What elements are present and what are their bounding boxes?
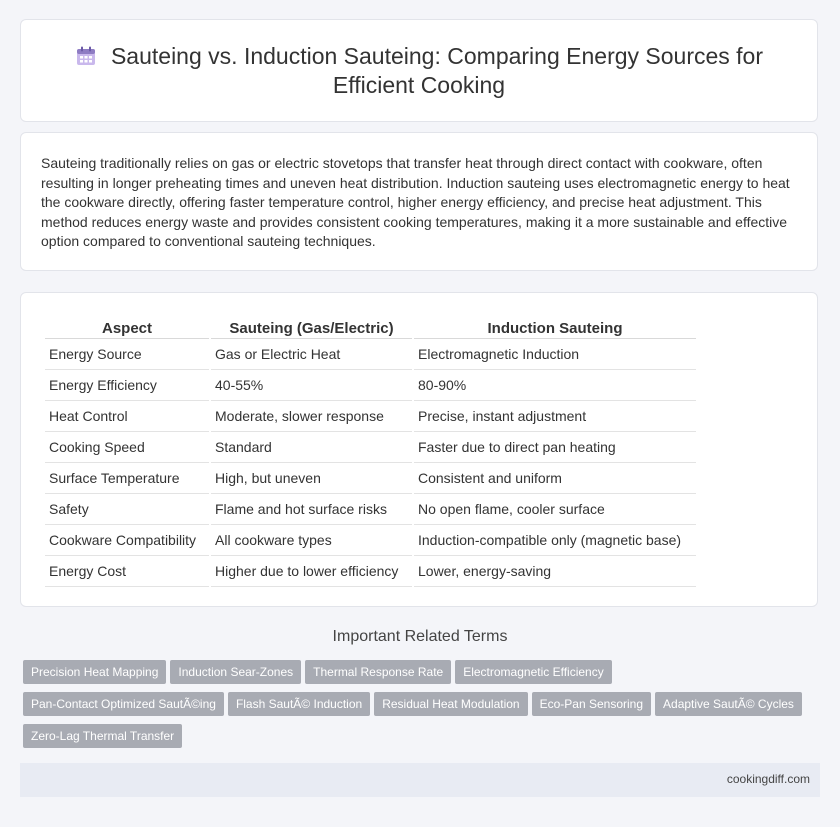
term-tag[interactable]: Residual Heat Modulation [374,692,527,716]
page-title [21,42,817,100]
title-card [20,19,818,122]
table-row [45,339,696,370]
term-tag[interactable]: Thermal Response Rate [305,660,451,684]
footer [20,763,820,797]
cell-induction: Faster due to direct pan heating [414,432,696,463]
table-row [45,401,696,432]
header-induction: Induction Sauteing [414,316,696,339]
term-tag[interactable]: Flash SautÃ© Induction [228,692,370,716]
footer-site-link[interactable]: cookingdiff.com [726,772,810,786]
term-tag[interactable]: Adaptive SautÃ© Cycles [655,692,802,716]
related-terms-tags [23,660,823,756]
term-tag[interactable]: Eco-Pan Sensoring [532,692,651,716]
cell-sauteing: Gas or Electric Heat [211,339,412,370]
title-line-1: Sauteing vs. Induction Sauteing: Comparing Energy Sources for [110,43,764,69]
cell-induction: Induction-compatible only (magnetic base) [414,525,696,556]
title-line-2: Efficient Cooking [332,72,506,98]
cell-aspect: Energy Efficiency [45,370,209,401]
calendar-icon [75,45,97,67]
header-aspect: Aspect [45,316,209,339]
table-row [45,494,696,525]
cell-aspect: Safety [45,494,209,525]
table-row [45,556,696,587]
cell-aspect: Energy Cost [45,556,209,587]
comparison-card [20,292,818,607]
table-row [45,463,696,494]
intro-paragraph: Sauteing traditionally relies on gas or electric stovetops that transfer heat through direct contact with cookware, often resulting in longer preheating times and uneven heat distribution. Induction sauteing uses electromagnetic energy to heat the cookware directly, offering faster temperature control, higher energy efficiency, and precise heat adjustment. This method reduces energy waste and provides consistent cooking temperatures, making it a more sustainable and effective option compared to conventional sauteing techniques. [41,155,790,249]
table-row [45,525,696,556]
header-sauteing: Sauteing (Gas/Electric) [211,316,412,339]
cell-sauteing: Higher due to lower efficiency [211,556,412,587]
cell-aspect: Surface Temperature [45,463,209,494]
cell-aspect: Cooking Speed [45,432,209,463]
cell-induction: Precise, instant adjustment [414,401,696,432]
cell-sauteing: Flame and hot surface risks [211,494,412,525]
cell-aspect: Cookware Compatibility [45,525,209,556]
term-tag[interactable]: Precision Heat Mapping [23,660,166,684]
table-row [45,370,696,401]
term-tag[interactable]: Electromagnetic Efficiency [455,660,612,684]
related-terms-heading: Important Related Terms [332,628,508,645]
cell-induction: No open flame, cooler surface [414,494,696,525]
table-row [45,432,696,463]
term-tag[interactable]: Induction Sear-Zones [170,660,301,684]
cell-sauteing: Standard [211,432,412,463]
cell-aspect: Energy Source [45,339,209,370]
cell-induction: Electromagnetic Induction [414,339,696,370]
cell-induction: 80-90% [414,370,696,401]
cell-aspect: Heat Control [45,401,209,432]
term-tag[interactable]: Pan-Contact Optimized SautÃ©ing [23,692,224,716]
cell-induction: Lower, energy-saving [414,556,696,587]
comparison-table [43,316,698,587]
intro-card [20,132,818,271]
table-header-row [45,316,696,339]
cell-induction: Consistent and uniform [414,463,696,494]
cell-sauteing: All cookware types [211,525,412,556]
cell-sauteing: High, but uneven [211,463,412,494]
cell-sauteing: 40-55% [211,370,412,401]
term-tag[interactable]: Zero-Lag Thermal Transfer [23,724,182,748]
cell-sauteing: Moderate, slower response [211,401,412,432]
